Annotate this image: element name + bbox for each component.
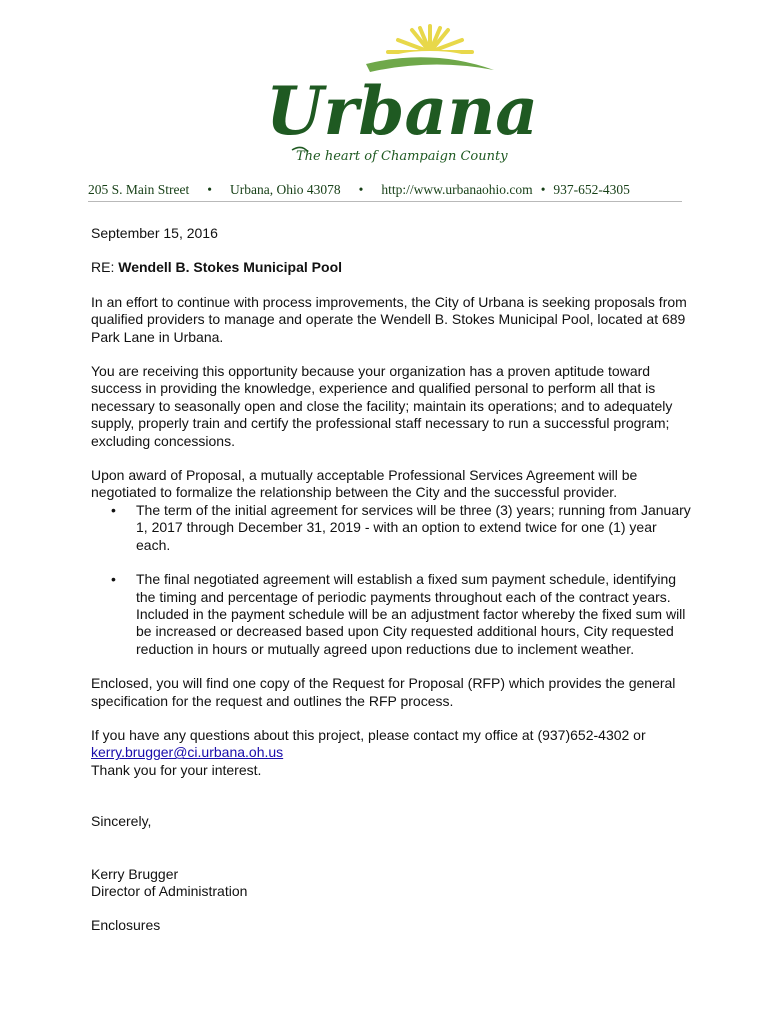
contact-text: If you have any questions about this project, please contact my office at (937)652-4302 or xyxy=(91,726,646,743)
letterhead-divider xyxy=(88,201,682,202)
logo-graphic xyxy=(262,22,538,172)
street-address: 205 S. Main Street xyxy=(88,182,190,197)
separator-bullet: • xyxy=(540,182,546,197)
enclosures-text: Enclosures xyxy=(91,917,161,934)
subject-label: RE: xyxy=(91,259,119,276)
website-link[interactable]: http://www.urbanaohio.com xyxy=(381,182,533,197)
logo-wordmark: Urbana xyxy=(266,72,538,150)
letter-date: September 15, 2016 xyxy=(91,225,218,241)
term-duration-text: The term of the initial agreement for services will be three (3) years; running from January 1, 2017 through December 31, 2019 - with an option to extend twice for one (1) year each. xyxy=(136,501,691,553)
signer-name: Kerry Brugger xyxy=(91,865,179,882)
urbana-logo xyxy=(262,22,538,172)
payment-schedule-text: The final negotiated agreement will establish a fixed sum payment schedule, identifying the timing and percentage of periodic payments throughout each of the contract years. Included in the payment schedule will be an adjustment factor whereby the fixed sum will be increased or decreased based upon City requested additional hours, City requested reduction in hours or mutually agreed upon reductions due to inclement weather. xyxy=(136,571,686,657)
separator-bullet: • xyxy=(207,182,212,197)
city-address: Urbana, Ohio 43078 xyxy=(229,182,341,197)
letter-body xyxy=(91,225,691,935)
closing-text: Sincerely, xyxy=(91,813,152,830)
list-item xyxy=(91,571,691,658)
bullet-icon: • xyxy=(111,501,116,518)
logo-tagline: The heart of Champaign County xyxy=(296,149,508,164)
agreement-terms-list xyxy=(91,502,691,658)
subject-title: Wendell B. Stokes Municipal Pool xyxy=(118,259,343,276)
signer-title: Director of Administration xyxy=(91,882,248,899)
paragraph-enclosed: Enclosed, you will find one copy of the Request for Proposal (RFP) which provides the general specification for the request and outlines the RFP process. xyxy=(91,675,676,709)
subject-line xyxy=(91,259,691,276)
phone-number: 937-652-4305 xyxy=(553,182,630,197)
letterhead-address-bar xyxy=(88,180,682,200)
thanks-text: Thank you for your interest. xyxy=(91,761,262,778)
separator-bullet: • xyxy=(358,182,364,197)
list-item xyxy=(91,502,691,554)
paragraph-intro: In an effort to continue with process improvements, the City of Urbana is seeking proposals from qualified providers to manage and operate the Wendell B. Stokes Municipal Pool, located at 689 Park Lane in Urbana. xyxy=(91,293,687,345)
paragraph-agreement: Upon award of Proposal, a mutually acceptable Professional Services Agreement will be negotiated to formalize the relationship between the City and the successful provider. xyxy=(91,467,638,501)
bullet-icon: • xyxy=(111,571,116,588)
email-link[interactable]: kerry.brugger@ci.urbana.oh.us xyxy=(91,744,284,761)
sun-rays-icon xyxy=(388,26,472,52)
paragraph-qualifications: You are receiving this opportunity because your organization has a proven aptitude toward success in providing the knowledge, experience and qualified personal to perform all that is necessary to seasonally open and close the facility; maintain its operations; and to adequately supply, properly train and certify the professional staff necessary to run a successful program; excluding concessions. xyxy=(91,363,673,449)
email-line xyxy=(91,744,691,761)
